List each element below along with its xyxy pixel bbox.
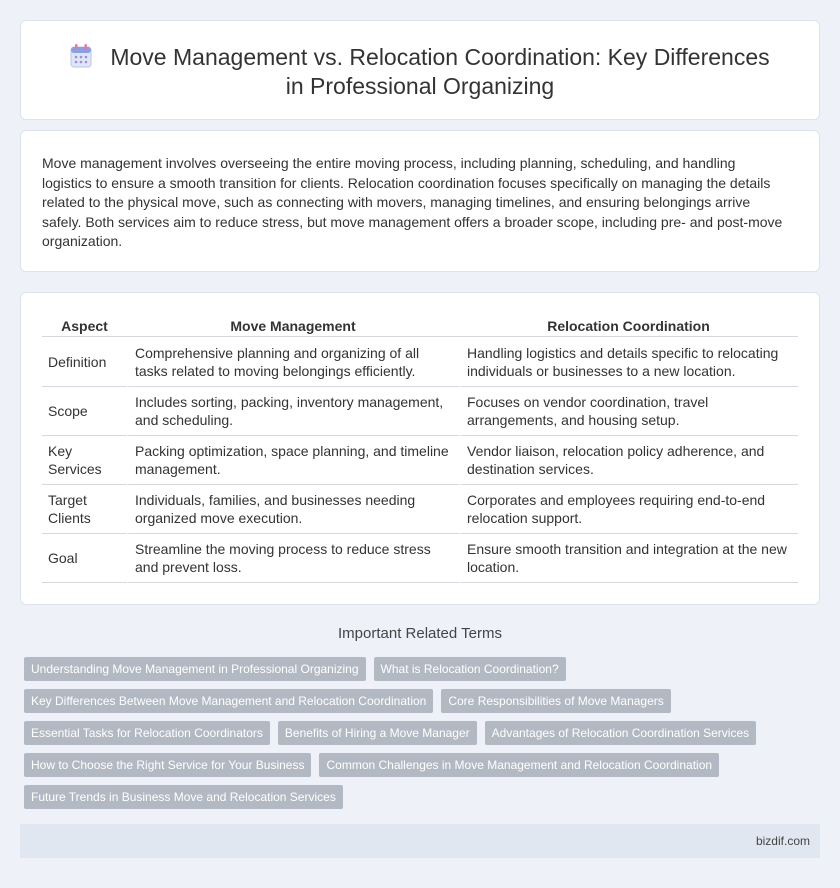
cell-move-management: Includes sorting, packing, inventory management, and scheduling. [127,387,459,436]
related-term-tag[interactable]: Future Trends in Business Move and Relocation Services [24,785,343,809]
title-line-2: in Professional Organizing [285,73,555,99]
header-move-management: Move Management [127,313,459,337]
cell-aspect: Target Clients [42,485,127,534]
cell-relocation-coordination: Corporates and employees requiring end-to-end relocation support. [459,485,798,534]
table-row [42,387,798,436]
intro-text: Move management involves overseeing the entire moving process, including planning, scheduling, and handling logistics to ensure a smooth transition for clients. Relocation coordination focuses specifically on managing the details related to the physical move, such as connecting with movers, managing timelines, and ensuring belongings arrive safely. Both services aim to reduce stress, but move management offers a broader scope, including pre- and post-move organization. [42,155,783,250]
cell-relocation-coordination: Handling logistics and details specific to relocating individuals or businesses to a new location. [459,337,798,387]
table-row [42,337,798,387]
related-term-tag[interactable]: Core Responsibilities of Move Managers [441,689,670,713]
cell-relocation-coordination: Focuses on vendor coordination, travel arrangements, and housing setup. [459,387,798,436]
related-term-tag[interactable]: Understanding Move Management in Professional Organizing [24,657,366,681]
cell-move-management: Packing optimization, space planning, and timeline management. [127,436,459,485]
title-line-1: Move Management vs. Relocation Coordination: Key Differences [110,44,770,70]
related-term-tag[interactable]: Key Differences Between Move Management and Relocation Coordination [24,689,433,713]
related-term-tag[interactable]: Advantages of Relocation Coordination Services [485,721,756,745]
cell-move-management: Individuals, families, and businesses needing organized move execution. [127,485,459,534]
related-terms-list [24,657,804,817]
intro-card [20,130,820,272]
table-row [42,436,798,485]
cell-move-management: Comprehensive planning and organizing of all tasks related to moving belongings efficiently. [127,337,459,387]
cell-move-management: Streamline the moving process to reduce stress and prevent loss. [127,534,459,583]
cell-aspect: Goal [42,534,127,583]
comparison-table [42,313,798,583]
header-aspect: Aspect [42,313,127,337]
related-terms-title: Important Related Terms [338,625,502,642]
table-header-row [42,313,798,337]
related-term-tag[interactable]: Benefits of Hiring a Move Manager [278,721,477,745]
related-term-tag[interactable]: Common Challenges in Move Management and Relocation Coordination [319,753,719,777]
cell-relocation-coordination: Ensure smooth transition and integration at the new location. [459,534,798,583]
page-title [21,43,819,101]
calendar-icon [70,44,92,68]
footer [20,824,820,858]
cell-relocation-coordination: Vendor liaison, relocation policy adherence, and destination services. [459,436,798,485]
table-row [42,485,798,534]
cell-aspect: Scope [42,387,127,436]
cell-aspect: Key Services [42,436,127,485]
header-relocation-coordination: Relocation Coordination [459,313,798,337]
table-row [42,534,798,583]
related-term-tag[interactable]: Essential Tasks for Relocation Coordinators [24,721,270,745]
comparison-card [20,292,820,605]
header-card [20,20,820,120]
related-term-tag[interactable]: What is Relocation Coordination? [374,657,566,681]
related-term-tag[interactable]: How to Choose the Right Service for Your Business [24,753,311,777]
cell-aspect: Definition [42,337,127,387]
site-name[interactable]: bizdif.com [755,834,810,848]
